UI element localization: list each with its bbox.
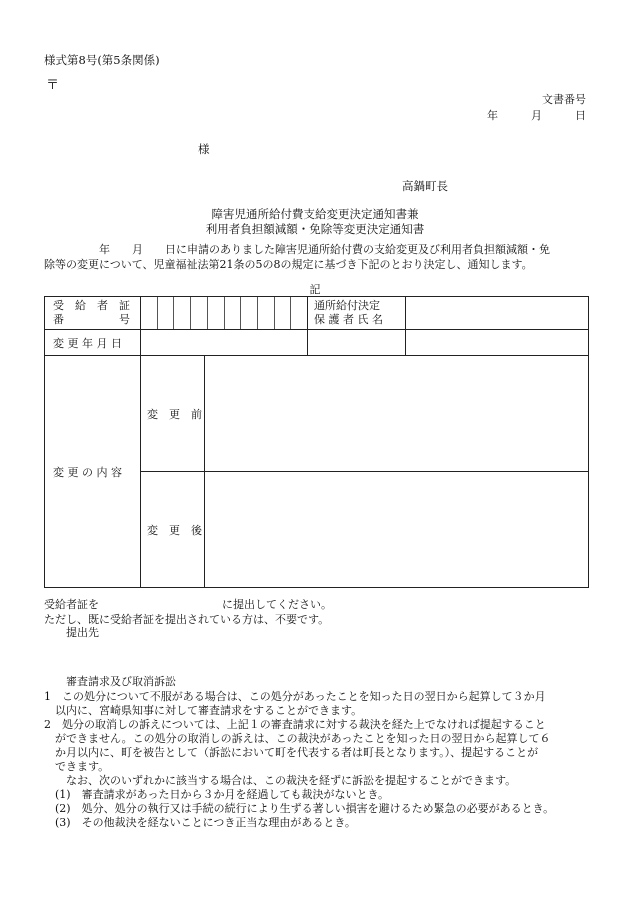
change-date-blank-1 — [308, 330, 406, 356]
guardian-name-label-line2: 保 護 者 氏 名 — [314, 313, 383, 326]
appeal-line: 以内に、宮崎県知事に対して審査請求をすることができます。 — [44, 704, 363, 717]
appeal-line: (1) 審査請求があった日から３か月を経過しても裁決がないとき。 — [44, 788, 390, 801]
date-day-label: 日 — [575, 109, 586, 122]
body-text-line2: 除等の変更について、児童福祉法第21条の5の8の規定に基づき下記のとおり決定し、通知します。 — [44, 258, 533, 271]
guardian-name-field[interactable] — [406, 297, 589, 330]
body-text-line1: 年 月 日に申請のありました障害児通所給付費の支給変更及び利用者負担額減額・免 — [44, 243, 550, 256]
decision-table — [44, 296, 589, 588]
appeal-line: 1 この処分について不服がある場合は、この処分があったことを知った日の翌日から起算して３か月 — [44, 690, 546, 703]
after-change-field[interactable] — [205, 472, 589, 588]
recipient-number-label-line2: 番 号 — [53, 313, 130, 326]
change-date-label: 変 更 年 月 日 — [45, 330, 141, 356]
issuer-name: 高鍋町長 — [402, 179, 448, 193]
guardian-name-label — [308, 297, 406, 330]
ki-heading: 記 — [309, 283, 321, 296]
guardian-name-label-line1: 通所給付決定 — [314, 299, 380, 312]
submission-destination-label: 提出先 — [66, 626, 99, 639]
appeal-line: なお、次のいずれかに該当する場合は、この裁決を経ずに訴訟を提起することができます。 — [44, 774, 517, 787]
date-year-label: 年 — [487, 109, 498, 122]
appeal-line: できます。 — [44, 760, 110, 773]
date-month-label: 月 — [531, 109, 542, 122]
issue-date — [487, 107, 586, 123]
appeal-line: 2 処分の取消しの訴えについては、上記１の審査請求に対する裁決を経た上でなければ提起すること — [44, 718, 546, 731]
recipient-number-label-line1: 受 給 者 証 — [53, 299, 130, 312]
document-title-line1: 障害児通所給付費支給変更決定通知書兼 — [211, 207, 419, 221]
after-change-label: 変 更 後 — [141, 472, 205, 588]
form-number: 様式第8号(第5条関係) — [44, 53, 160, 67]
postal-mark: 〒 — [46, 78, 60, 93]
notice-line2: ただし、既に受給者証を提出されている方は、不要です。 — [44, 613, 330, 626]
document-title-line2: 利用者負担額減額・免除等変更決定通知書 — [205, 222, 425, 236]
appeal-line: か月以内に、町を被告として（訴訟において町を代表する者は町長となります。）、提起することが — [44, 746, 539, 759]
before-change-field[interactable] — [205, 356, 589, 472]
before-change-label: 変 更 前 — [141, 356, 205, 472]
addressee-suffix: 様 — [198, 142, 210, 156]
change-date-field[interactable] — [141, 330, 308, 356]
document-number-label: 文書番号 — [542, 93, 586, 106]
change-content-label: 変 更 の 内 容 — [45, 356, 141, 588]
notice-line1b: に提出してください。 — [222, 598, 332, 611]
appeal-line: (2) 処分、処分の執行又は手続の続行により生ずる著しい損害を避けるため緊急の必要があるとき。 — [44, 802, 555, 815]
notice-line1a: 受給者証を — [44, 598, 99, 611]
recipient-number-field[interactable] — [141, 297, 308, 330]
appeal-section-title: 審査請求及び取消訴訟 — [66, 675, 176, 688]
recipient-number-boxes — [141, 297, 307, 329]
appeal-line: (3) その他裁決を経ないことにつき正当な理由があるとき。 — [44, 816, 356, 829]
change-date-blank-2 — [406, 330, 589, 356]
recipient-number-label — [45, 297, 141, 330]
appeal-line: ができません。この処分の取消しの訴えは、この裁決があったことを知った日の翌日から起算して６ — [44, 732, 551, 745]
